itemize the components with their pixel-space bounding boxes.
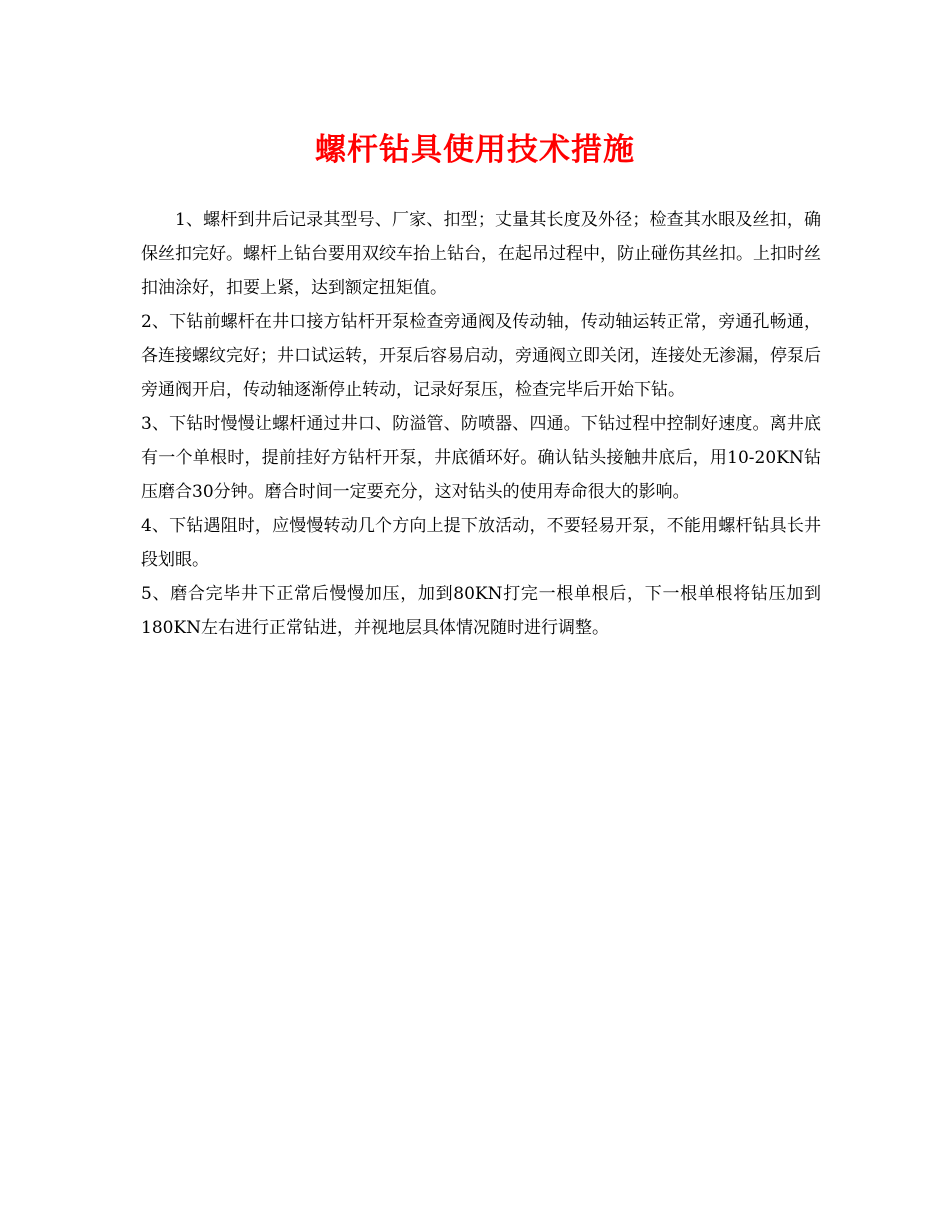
document-body [141, 203, 821, 645]
paragraph-5: 5、磨合完毕井下正常后慢慢加压，加到80KN打完一根单根后，下一根单根将钻压加到180KN左右进行正常钻进，并视地层具体情况随时进行调整。 [141, 584, 821, 638]
paragraph-2: 2、下钻前螺杆在井口接方钻杆开泵检查旁通阀及传动轴，传动轴运转正常，旁通孔畅通，各连接螺纹完好；井口试运转，开泵后容易启动，旁通阀立即关闭，连接处无渗漏，停泵后旁通阀开启，传动轴逐渐停止转动，记录好泵压，检查完毕后开始下钻。 [141, 312, 821, 400]
paragraph-1: 1、螺杆到井后记录其型号、厂家、扣型；丈量其长度及外径；检查其水眼及丝扣，确保丝扣完好。螺杆上钻台要用双绞车抬上钻台，在起吊过程中，防止碰伤其丝扣。上扣时丝扣油涂好，扣要上紧，达到额定扭矩值。 [141, 210, 821, 298]
document-title: 螺杆钻具使用技术措施 [315, 132, 635, 168]
paragraph-3: 3、下钻时慢慢让螺杆通过井口、防溢管、防喷器、四通。下钻过程中控制好速度。离井底有一个单根时，提前挂好方钻杆开泵，井底循环好。确认钻头接触井底后，用10-20KN钻压磨合30分钟。磨合时间一定要充分，这对钻头的使用寿命很大的影响。 [141, 414, 821, 502]
paragraph-4: 4、下钻遇阻时，应慢慢转动几个方向上提下放活动，不要轻易开泵，不能用螺杆钻具长井段划眼。 [141, 516, 821, 570]
